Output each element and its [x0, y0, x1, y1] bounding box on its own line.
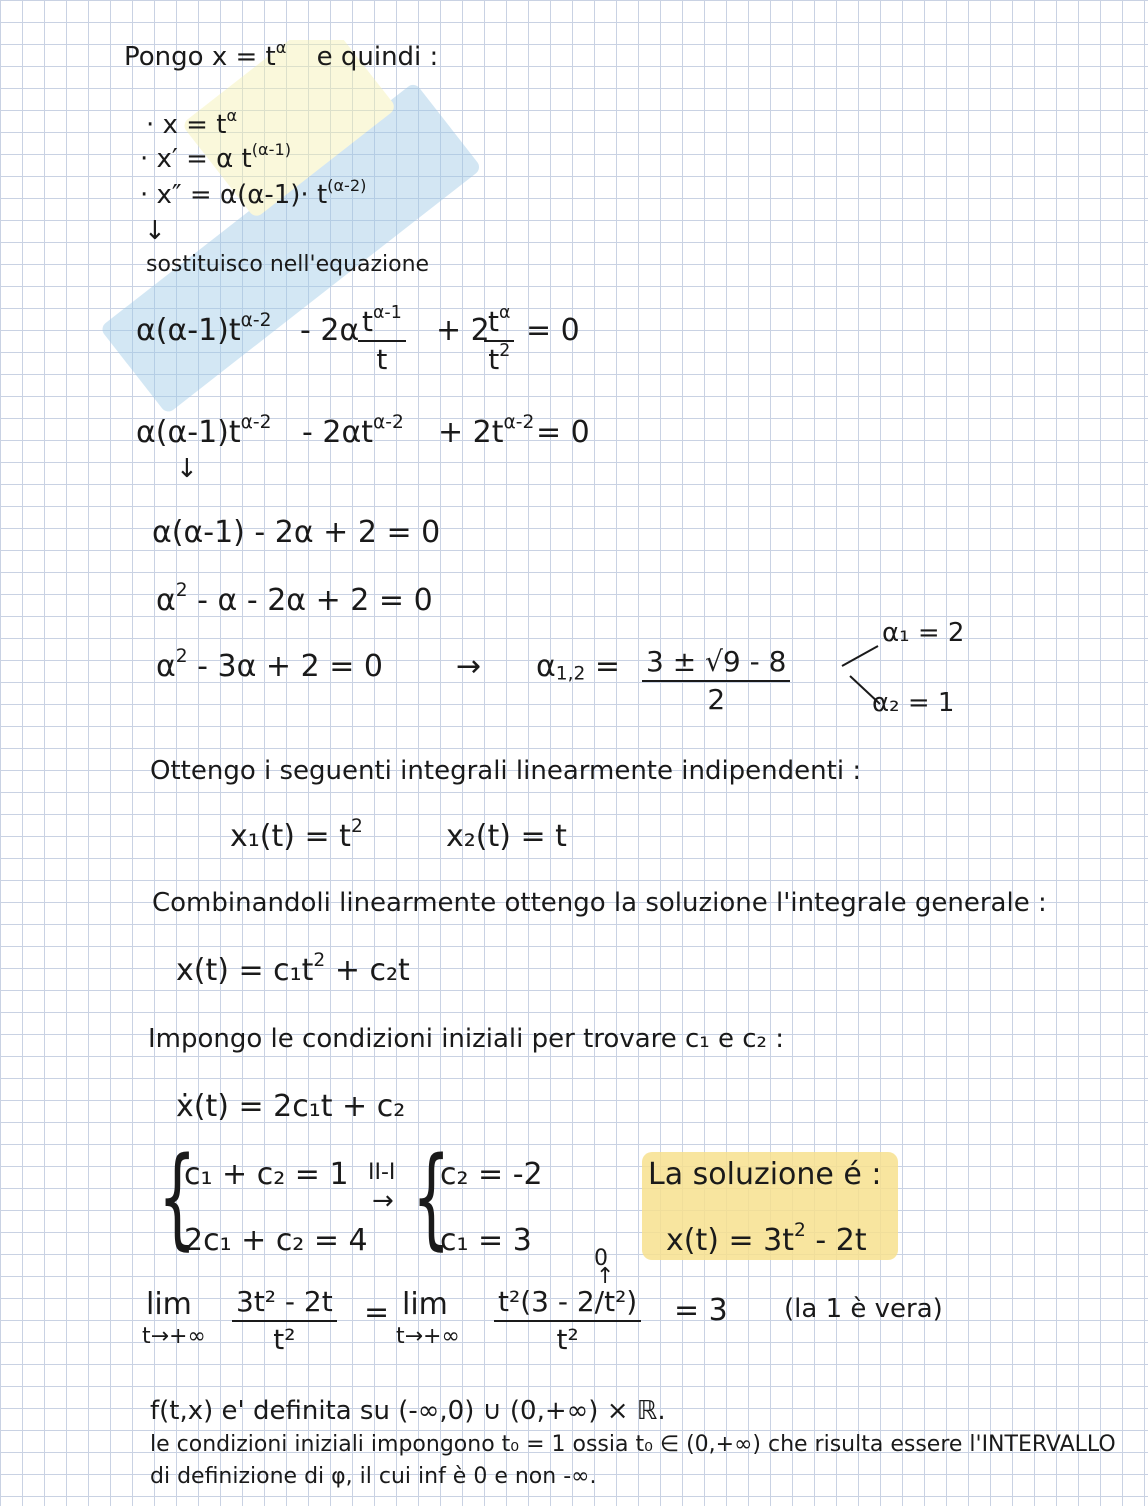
operation-label: II-I — [368, 1160, 396, 1185]
solution-equation: $x(t) = 3t^2 - 2t$ — [666, 1220, 867, 1258]
eq1-term-c: + 2 — [436, 313, 490, 348]
lim1-subscript: t→+∞ — [142, 1324, 206, 1349]
lim-equals: = — [364, 1295, 390, 1330]
alpha12-label: $\alpha_{1,2}$ = — [536, 649, 621, 685]
brace-right: { — [412, 1133, 451, 1261]
lim2: lim — [402, 1287, 448, 1322]
impongo-text: Impongo le condizioni iniziali per trovare c₁ e c₂ : — [148, 1024, 784, 1054]
def-line-3: di definizione di φ, il cui inf è 0 e non -∞. — [150, 1464, 597, 1489]
ottengo-text: Ottengo i seguenti integrali linearmente indipendenti : — [150, 756, 862, 786]
eq2-term-a: $\alpha(\alpha-1)t^{\alpha-2}$ — [136, 412, 272, 450]
sys1-row1: c₁ + c₂ = 1 — [184, 1157, 349, 1192]
up-arrow-icon: ↑ — [596, 1264, 615, 1289]
alpha1-root: α₁ = 2 — [882, 618, 965, 648]
down-arrow-icon: ↓ — [144, 216, 166, 246]
pongo-line: Pongo $x = t^\alpha$ e quindi : — [124, 37, 439, 72]
eq1-term-b: - 2α — [300, 313, 360, 348]
general-integral: $x(t) = c_1t^2 + c_2t$ — [176, 950, 410, 988]
brace-left: { — [158, 1133, 197, 1261]
bullet-x: · $x = t^\alpha$ — [146, 105, 238, 140]
quadratic-formula: $\frac{3 \pm √9 - 8}{2}$ — [642, 646, 790, 716]
lim-note: (la 1 è vera) — [784, 1294, 943, 1324]
x1-solution: $x_1(t) = t^2$ — [230, 816, 363, 854]
lim-result: = 3 — [674, 1293, 728, 1328]
lim-zero: 0 — [594, 1246, 608, 1271]
eq5: $\alpha^2 - 3\alpha + 2 = 0$ — [156, 646, 383, 684]
eq1-frac-c: $\frac{t^\alpha}{t^2}$ — [484, 306, 514, 376]
eq3: α(α-1) - 2α + 2 = 0 — [152, 515, 441, 550]
def-line-2: le condizioni iniziali impongono t₀ = 1 ossia t₀ ∈ (0,+∞) che risulta essere l'INTERVALLO — [150, 1432, 1116, 1457]
combinandoli-text: Combinandoli linearmente ottengo la soluzione l'integrale generale : — [152, 888, 1047, 918]
alpha2-root: α₂ = 1 — [872, 688, 955, 718]
eq2-equals: = 0 — [536, 415, 590, 450]
lim1: lim — [146, 1287, 192, 1322]
def-line-1: f(t,x) e' definita su (-∞,0) ∪ (0,+∞) × ℝ. — [150, 1396, 666, 1426]
lim1-fraction: $\frac{\text{3t² - 2t}}{\text{t²}}$ — [232, 1286, 337, 1356]
lim2-fraction: $\frac{\text{t²(3 - 2/t²)}}{\text{t²}}$ — [494, 1286, 641, 1356]
sys2-row1: c₂ = -2 — [440, 1157, 543, 1192]
right-arrow-icon: → — [456, 649, 482, 684]
bullet-x-prime: · x′ = α $t^{(\alpha-1)}$ — [140, 139, 291, 174]
x2-solution: x₂(t) = t — [446, 819, 567, 854]
down-arrow-icon-2: ↓ — [176, 454, 198, 484]
eq1-term-a: $\alpha(\alpha-1)t^{\alpha-2}$ — [136, 310, 272, 348]
operation-arrow-icon: → — [372, 1186, 394, 1216]
eq1-equals: = 0 — [526, 313, 580, 348]
derivative: ẋ(t) = 2c₁t + c₂ — [176, 1089, 406, 1124]
lim2-subscript: t→+∞ — [396, 1324, 460, 1349]
sys2-row2: c₁ = 3 — [440, 1223, 532, 1258]
eq4: $\alpha^2 - \alpha - 2\alpha + 2 = 0$ — [156, 580, 433, 618]
bullet-x-second: · $x'' = \alpha(\alpha-1)\cdot t^{(\alpha-2)}$ — [140, 175, 367, 210]
solution-label: La soluzione é : — [648, 1157, 882, 1192]
eq1-frac-b: $\frac{t^{\alpha-1}}{t}$ — [358, 306, 406, 376]
sys1-row2: 2c₁ + c₂ = 4 — [184, 1223, 368, 1258]
sostituisco-text: sostituisco nell'equazione — [146, 252, 430, 277]
eq2-term-b: - $2\alpha t^{\alpha-2}$ — [302, 412, 404, 450]
eq2-term-c: + $2t^{\alpha-2}$ — [438, 412, 535, 450]
